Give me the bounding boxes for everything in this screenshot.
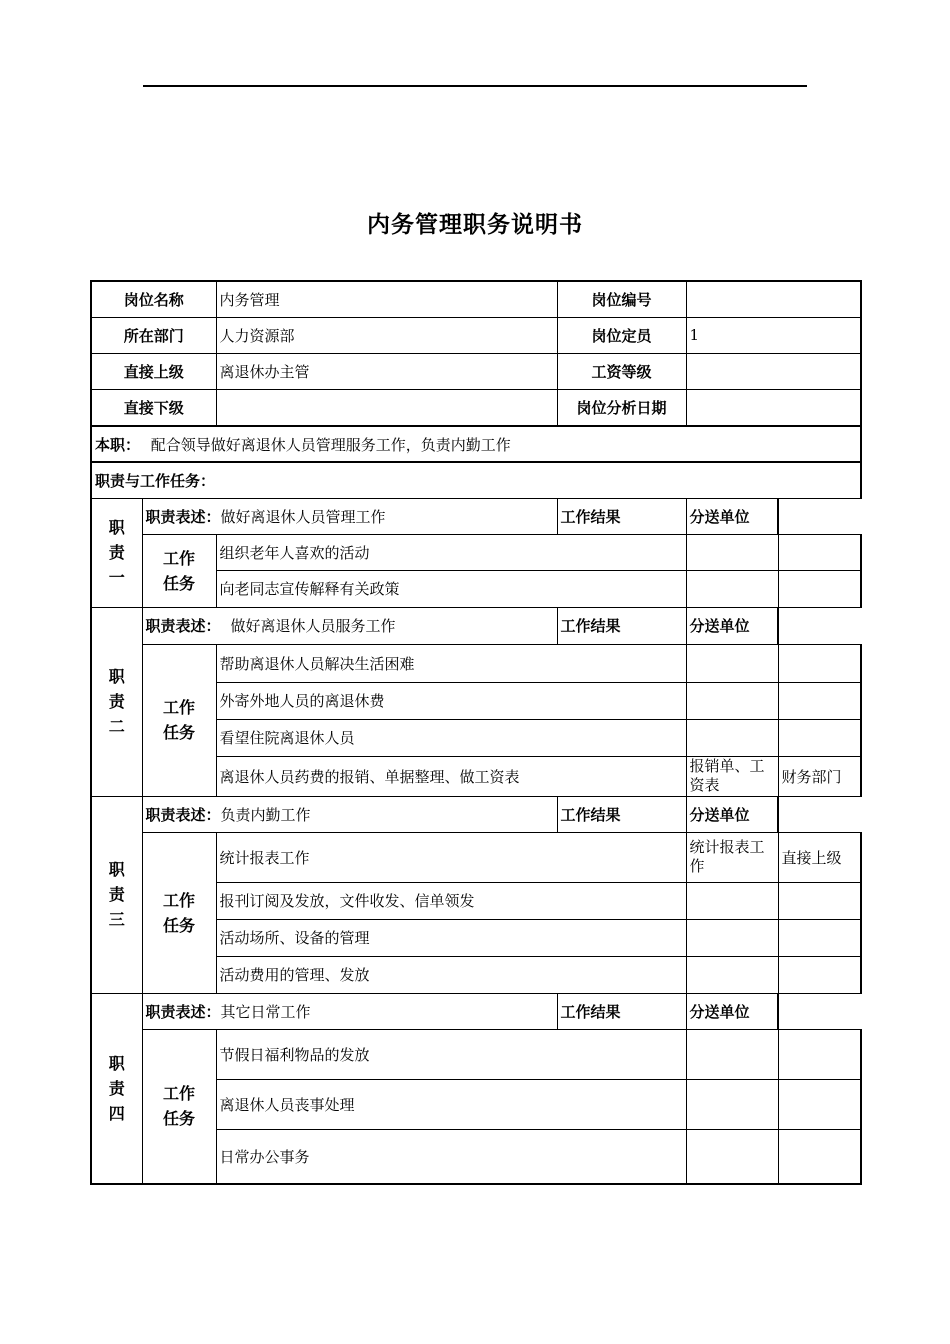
department-label: 所在部门	[91, 317, 216, 353]
main-duty-label: 本职：	[95, 435, 141, 454]
position-name-label: 岗位名称	[91, 281, 216, 317]
duty-1-task-1-dest	[778, 534, 861, 570]
duties-header: 职责与工作任务：	[91, 462, 861, 498]
subordinate-label: 直接下级	[91, 389, 216, 426]
duty-3-title: 职 责 三	[91, 796, 142, 993]
supervisor-label: 直接上级	[91, 353, 216, 389]
duty-4-task-1: 节假日福利物品的发放	[216, 1029, 686, 1079]
duty-2-task-3: 看望住院离退休人员	[216, 719, 686, 756]
duty-2-task-2-dest	[778, 682, 861, 719]
duty-1-task-1: 组织老年人喜欢的活动	[216, 534, 686, 570]
duty-4-task-1-dest	[778, 1029, 861, 1079]
duty-3-task-4-dest	[778, 956, 861, 993]
duty-4-task-2-dest	[778, 1079, 861, 1129]
duty-1-dest-header: 分送单位	[686, 498, 778, 534]
duty-2-task-label: 工作 任务	[142, 644, 216, 796]
duty-4-dest-header: 分送单位	[686, 993, 778, 1029]
header-rule	[143, 85, 807, 87]
duty-4-task-label: 工作 任务	[142, 1029, 216, 1184]
document-title: 内务管理职务说明书	[367, 212, 583, 238]
duty-3-task-3: 活动场所、设备的管理	[216, 919, 686, 956]
duty-1-task-2-dest	[778, 570, 861, 607]
subordinate-value	[216, 389, 557, 426]
duty-3-task-4-result	[686, 956, 778, 993]
duty-3-description: 职责表述：负责内勤工作	[142, 796, 557, 832]
headcount-label: 岗位定员	[557, 317, 686, 353]
analysis-date-value	[686, 389, 861, 426]
duty-4-task-3-dest	[778, 1129, 861, 1184]
position-name-value: 内务管理	[216, 281, 557, 317]
duty-3-task-1-dest: 直接上级	[778, 832, 861, 882]
duty-2-task-1-dest	[778, 644, 861, 682]
duty-4-task-3: 日常办公事务	[216, 1129, 686, 1184]
duty-3-task-3-result	[686, 919, 778, 956]
duty-2-task-2: 外寄外地人员的离退休费	[216, 682, 686, 719]
duty-3-task-1-result: 统计报表工作	[686, 832, 778, 882]
duty-1-description: 职责表述：做好离退休人员管理工作	[142, 498, 557, 534]
main-duty-text: 配合领导做好离退休人员管理服务工作，负责内勤工作	[150, 435, 511, 454]
duty-4-task-2: 离退休人员丧事处理	[216, 1079, 686, 1129]
duty-2-task-4: 离退休人员药费的报销、单据整理、做工资表	[216, 756, 686, 796]
duty-3-task-4: 活动费用的管理、发放	[216, 956, 686, 993]
salary-grade-label: 工资等级	[557, 353, 686, 389]
duty-4-description: 职责表述：其它日常工作	[142, 993, 557, 1029]
duty-4-result-header: 工作结果	[557, 993, 686, 1029]
position-code-label: 岗位编号	[557, 281, 686, 317]
department-value: 人力资源部	[216, 317, 557, 353]
duty-3-task-2-result	[686, 882, 778, 919]
duty-4-title: 职 责 四	[91, 993, 142, 1184]
duty-2-title: 职 责 二	[91, 607, 142, 796]
analysis-date-label: 岗位分析日期	[557, 389, 686, 426]
duty-2-task-4-dest: 财务部门	[778, 756, 861, 796]
duty-3-task-label: 工作 任务	[142, 832, 216, 993]
duty-2-dest-header: 分送单位	[686, 607, 778, 644]
duty-1-result-header: 工作结果	[557, 498, 686, 534]
duty-3-task-2: 报刊订阅及发放，文件收发、信单领发	[216, 882, 686, 919]
duty-2-task-3-result	[686, 719, 778, 756]
duty-1-task-1-result	[686, 534, 778, 570]
duty-2-task-1: 帮助离退休人员解决生活困难	[216, 644, 686, 682]
duty-3-dest-header: 分送单位	[686, 796, 778, 832]
headcount-value: 1	[686, 317, 861, 353]
duty-1-task-2-result	[686, 570, 778, 607]
duty-2-task-4-result: 报销单、工资表	[686, 756, 778, 796]
duty-3-result-header: 工作结果	[557, 796, 686, 832]
duty-3-task-3-dest	[778, 919, 861, 956]
duty-4-task-1-result	[686, 1029, 778, 1079]
duty-4-task-2-result	[686, 1079, 778, 1129]
duty-2-task-3-dest	[778, 719, 861, 756]
duty-2-description: 职责表述： 做好离退休人员服务工作	[142, 607, 557, 644]
duty-1-task-2: 向老同志宣传解释有关政策	[216, 570, 686, 607]
duty-2-result-header: 工作结果	[557, 607, 686, 644]
main-duty-row	[91, 426, 861, 462]
duty-3-task-2-dest	[778, 882, 861, 919]
duty-2-task-2-result	[686, 682, 778, 719]
job-description-table	[90, 280, 862, 1185]
duty-1-task-label: 工作 任务	[142, 534, 216, 607]
duty-2-task-1-result	[686, 644, 778, 682]
salary-grade-value	[686, 353, 861, 389]
supervisor-value: 离退休办主管	[216, 353, 557, 389]
duty-4-task-3-result	[686, 1129, 778, 1184]
duty-1-title: 职 责 一	[91, 498, 142, 607]
duty-3-task-1: 统计报表工作	[216, 832, 686, 882]
position-code-value	[686, 281, 861, 317]
